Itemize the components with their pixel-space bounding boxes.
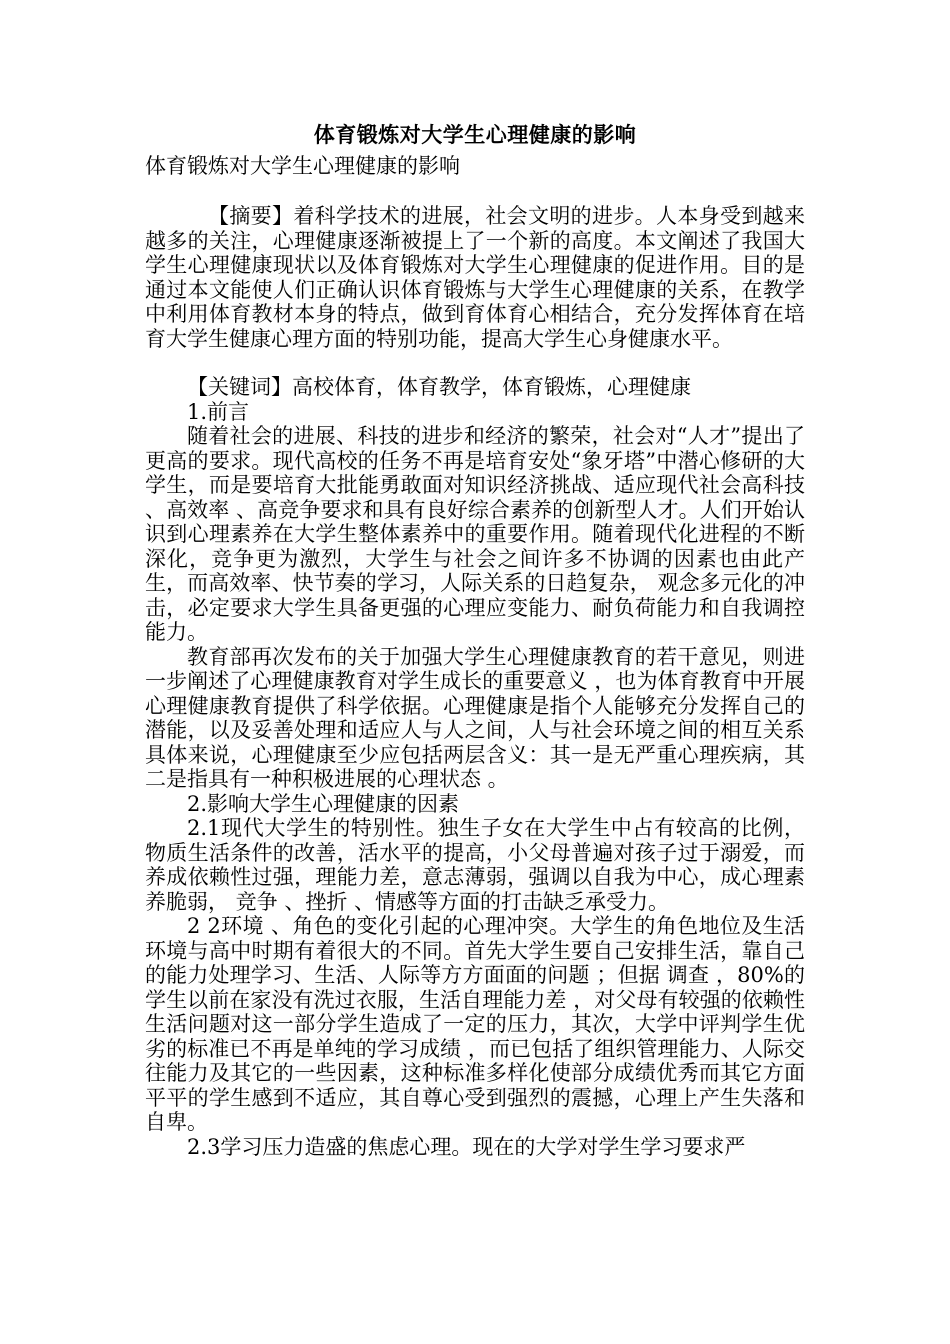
keywords-line: 【关键词】高校体育，体育教学，体育锻炼，心理健康 (187, 375, 691, 399)
section-2-2-paragraph: 2 2环境 、角色的变化引起的心理冲突。大学生的角色地位及生活环境与高中时期有着很大的不同。首先大学生要自己安排生活，靠自己的能力处理学习、生活、人际等方方面面的问题 ；但据 调查 ，80%的学生以前在家没有洗过衣服，生活自理能力差 ，对父母有较强的依赖性生活问题对这一部分学生造成了一定的压力，其次，大学中评判学生优 劣的标准已不再是单纯的学习成绩 ，而已包括了组织管理能力、人际交往能力及其它的一些因素，这种标准多样化使部分成绩优秀而其它方面平平的学生感到不适应，其自尊心受到强烈的震撼，心理上产生失落和自卑。 (145, 914, 805, 1134)
section-1-heading: 1.前言 (187, 399, 250, 424)
abstract-paragraph: 【摘要】着科学技术的进展，社会文明的进步。人本身受到越来越多的关注，心理健康逐渐被提上了一个新的高度。本文阐述了我国大学生心理健康现状以及体育锻炼对大学生心理健康的促进作用。目的是通过本文能使人们正确认识体育锻炼与大学生心理健康的关系，在教学中利用体育教材本身的特点，做到育体育心相结合，充分发挥体育在培育大学生健康心理方面的特别功能，提高大学生心身健康水平。 (145, 204, 805, 351)
document-title: 体育锻炼对大学生心理健康的影响 (313, 122, 637, 147)
document-subtitle: 体育锻炼对大学生心理健康的影响 (145, 154, 460, 178)
section-2-3-paragraph: 2.3学习压力造盛的焦虑心理。现在的大学对学生学习要求严 (187, 1134, 746, 1159)
section-1-paragraph-1: 随着社会的进展、科技的进步和经济的繁荣，社会对“人才”提出了更高的要求。现代高校的任务不再是培育安处“象牙塔”中潜心修研的大学生，而是要培育大批能勇敢面对知识经济挑战、适应现代社会高科技 、高效率 、高竞争要求和具有良好综合素养的创新型人才。人们开始认识到心理素养在大学生整体素养中的重要作用。随着现代化进程的不断深化，竞争更为激烈，大学生与社会之间许多不协调的因素也由此产生，而高效率、快节奏的学习，人际关系的日趋复杂， 观念多元化的冲击，必定要求大学生具备更强的心理应变能力、耐负荷能力和自我调控能力。 (145, 424, 805, 644)
section-2-heading: 2.影响大学生心理健康的因素 (187, 791, 460, 816)
document-page (145, 118, 805, 1159)
section-1-paragraph-2: 教育部再次发布的关于加强大学生心理健康教育的若干意见，则进一步阐述了心理健康教育对学生成长的重要意义 ，也为体育教育中开展心理健康教育提供了科学依据。心理健康是指个人能够充分发挥自己的潜能，以及妥善处理和适应人与人之间，人与社会环境之间的相互关系具体来说，心理健康至少应包括两层含义：其一是无严重心理疾病，其二是指具有一种积极进展的心理状态 。 (145, 644, 805, 791)
section-2-1-paragraph: 2.1现代大学生的特别性。独生子女在大学生中占有较高的比例，物质生活条件的改善，活水平的提高，小父母普遍对孩子过于溺爱，而养成依赖性过强，理能力差，意志薄弱，强调以自我为中心，成心理素养脆弱， 竞争 、挫折 、情感等方面的打击缺乏承受力。 (145, 816, 805, 914)
